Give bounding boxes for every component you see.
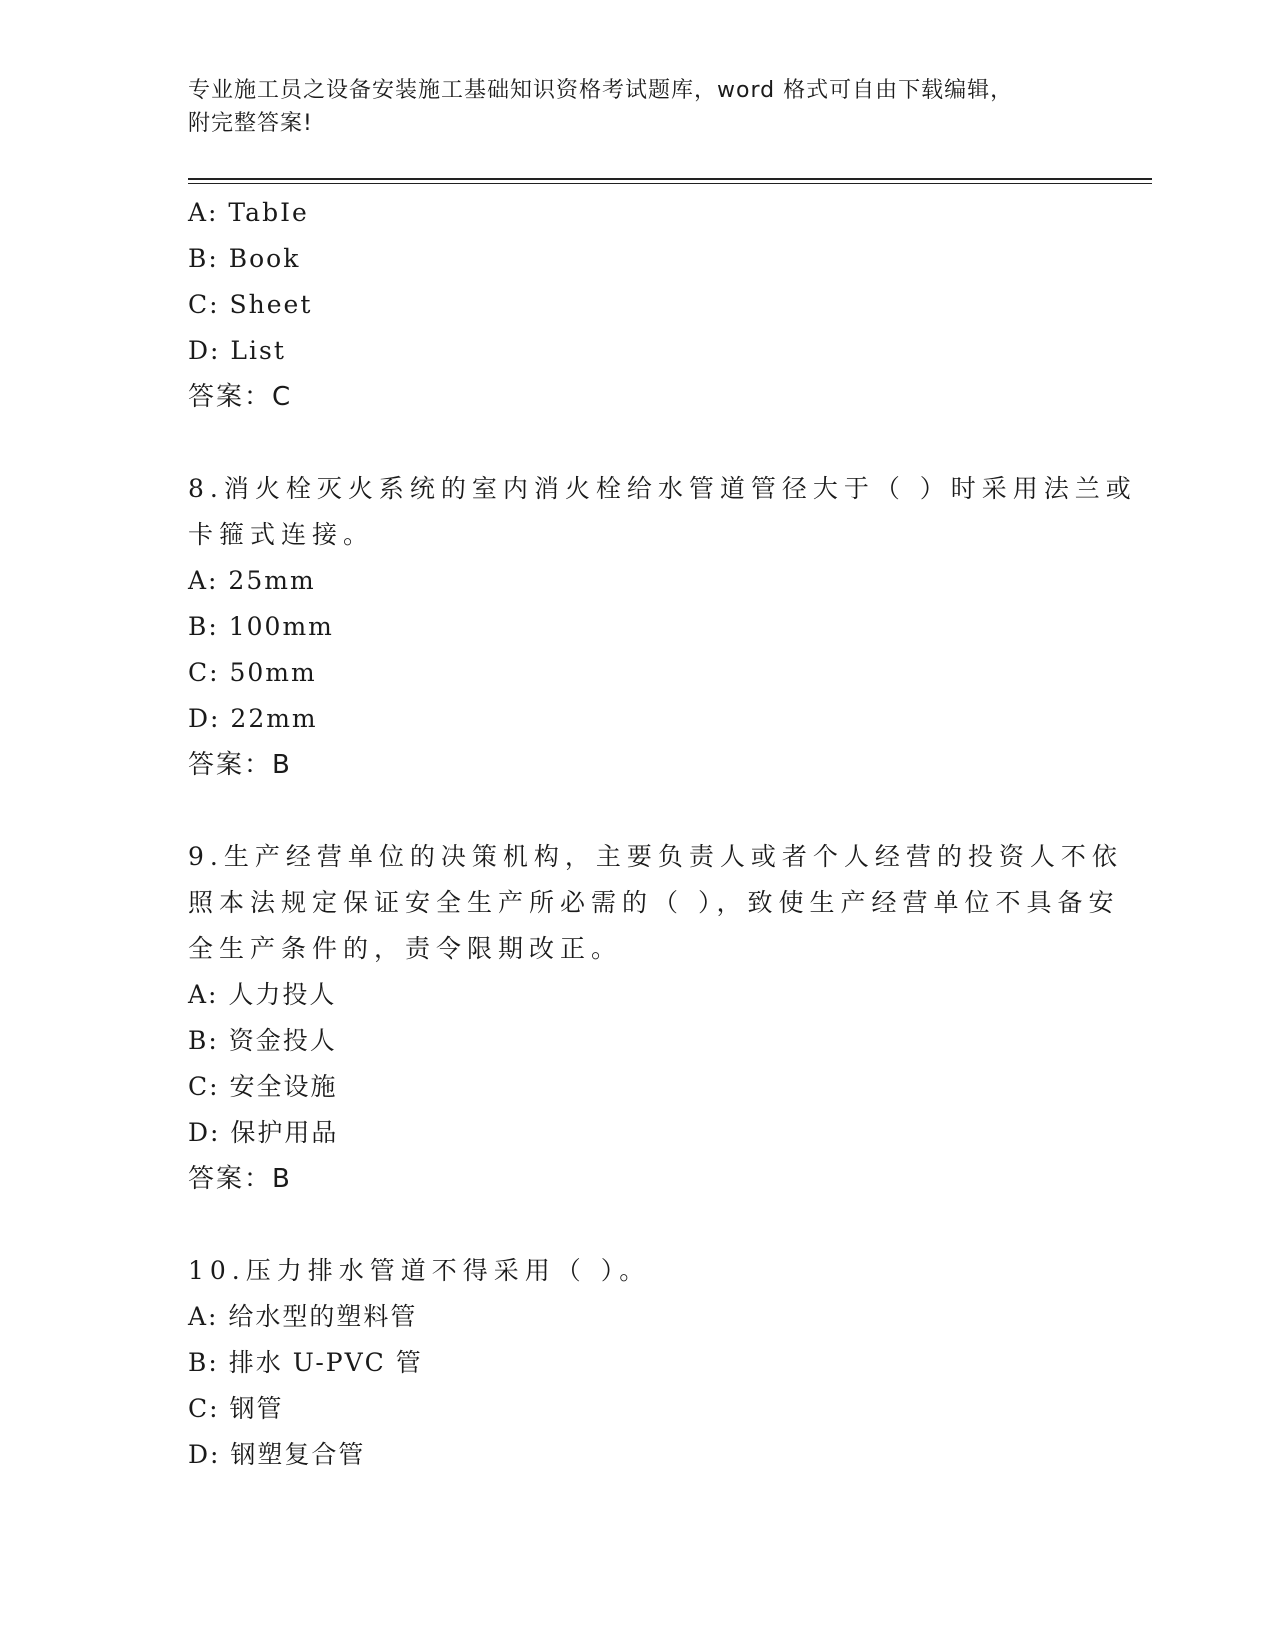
question-10 (188, 1248, 1088, 1478)
question-list (188, 190, 1137, 1478)
header-divider-thick (188, 178, 1152, 180)
option-b: B: 排水 U-PVC 管 (188, 1348, 423, 1377)
option-b: B: 资金投人 (188, 1026, 337, 1055)
question-text-line: 8.消火栓灭火系统的室内消火栓给水管道管径大于（ ）时采用法兰或 (188, 474, 1137, 503)
question-text-line: 9.生产经营单位的决策机构，主要负责人或者个人经营的投资人不依 (188, 842, 1123, 871)
answer: 答案：C (188, 382, 293, 412)
option-b: B: 100mm (188, 612, 334, 641)
option-a: A: 给水型的塑料管 (188, 1302, 418, 1331)
answer: 答案：B (188, 750, 292, 780)
answer: 答案：B (188, 1164, 292, 1194)
option-d: D: List (188, 336, 286, 365)
question-9 (188, 834, 1123, 1202)
option-b: B: Book (188, 244, 301, 273)
question-8 (188, 466, 1137, 788)
option-d: D: 22mm (188, 704, 318, 733)
spacer (188, 420, 1088, 466)
header-line-2: 附完整答案! (188, 111, 313, 136)
question-text-line: 卡箍式连接。 (188, 520, 375, 549)
spacer (188, 788, 1088, 834)
page-header (188, 74, 1088, 140)
question-text-line: 照本法规定保证安全生产所必需的（ ），致使生产经营单位不具备安 (188, 888, 1120, 917)
option-a: A: 25mm (188, 566, 316, 595)
option-c: C: Sheet (188, 290, 313, 319)
option-c: C: 钢管 (188, 1394, 284, 1423)
question-7 (188, 190, 1088, 420)
question-text-line: 全生产条件的，责令限期改正。 (188, 934, 623, 963)
option-d: D: 钢塑复合管 (188, 1440, 366, 1469)
spacer (188, 1202, 1088, 1248)
option-a: A: 人力投人 (188, 980, 337, 1009)
header-line-1: 专业施工员之设备安装施工基础知识资格考试题库，word 格式可自由下载编辑， (188, 78, 1014, 103)
option-c: C: 50mm (188, 658, 317, 687)
option-c: C: 安全设施 (188, 1072, 338, 1101)
header-divider-thin (188, 183, 1152, 184)
question-text-line: 10.压力排水管道不得采用（ ）。 (188, 1256, 651, 1285)
option-d: D: 保护用品 (188, 1118, 339, 1147)
option-a: A: TabIe (188, 198, 309, 227)
